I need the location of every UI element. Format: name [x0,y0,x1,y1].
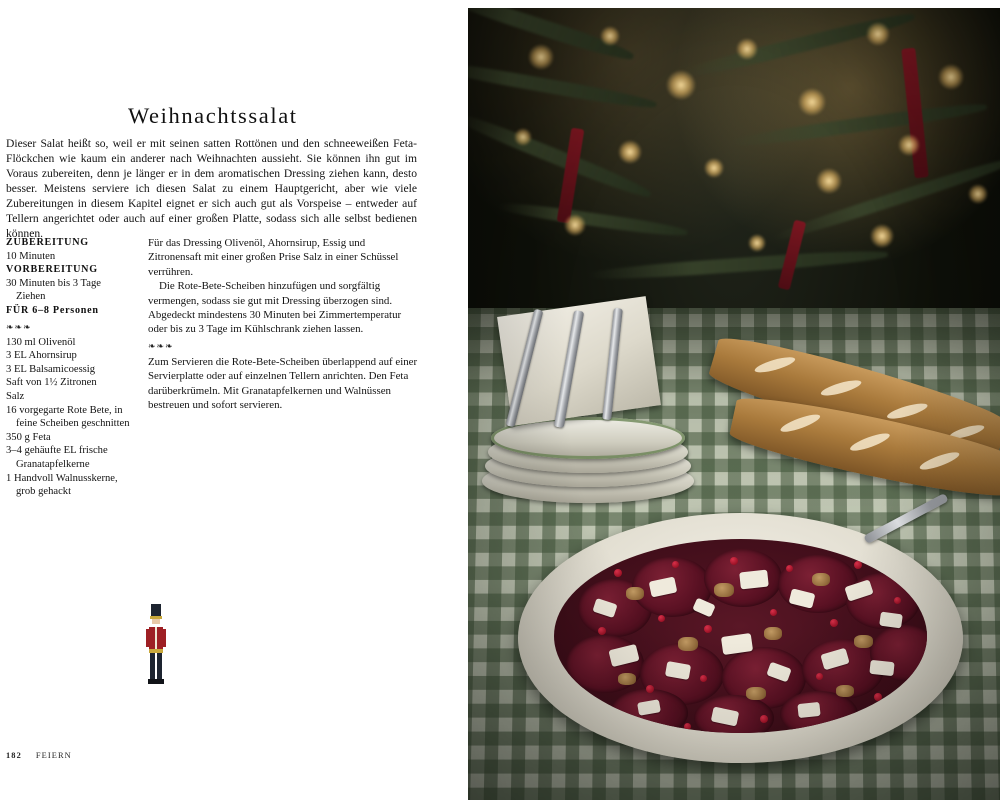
ingredient-text: 1 Handvoll Walnusskerne, [6,472,118,484]
ingredient-text: Saft von 1½ Zitronen [6,377,97,389]
ingredient-text-cont: Granatapfelkerne [16,458,90,470]
ingredient-text: 130 ml Olivenöl [6,336,76,348]
recipe-photo [468,8,1000,800]
meta-value-zubereitung: 10 Minuten [6,250,56,262]
list-item [6,349,141,363]
salad [554,539,927,733]
ingredient-text: 3 EL Ahornsirup [6,350,77,362]
ornament-divider-1: ❧❧❧ [6,321,32,332]
instruction-step: Die Rote-Bete-Scheiben hinzufügen und sorgfältig vermengen, sodass sie gut mit Dressing überzogen sind. Abgedeckt mindestens 30 Minuten bei Zimmertemperatur oder bis zu 3 Tage im Kühlschrank ziehen lassen. [148,280,402,336]
list-item [6,404,141,431]
folio-number: 182 [6,751,22,760]
ingredient-text-cont: grob gehackt [16,486,72,498]
meta-label-portionen: FÜR 6–8 Personen [6,304,99,316]
recipe-columns [6,236,418,556]
page-title: Weihnachtssalat [128,103,298,129]
instruction-step: Zum Servieren die Rote-Bete-Scheiben überlappend auf einer Servierplatte oder auf einzelnen Tellern anrichten. Den Feta darüberkrümeln. Mit Granatapfelkernen und Walnüssen bestreuen und sofort servieren. [148,355,418,412]
ornament-divider-2: ❧❧❧ [148,340,174,351]
list-item [6,444,141,471]
list-item [6,376,141,390]
list-item [6,363,141,377]
serving-platter [518,513,963,763]
ingredients-column [6,236,141,499]
ingredient-text: 350 g Feta [6,431,51,443]
right-photo-page [468,0,1000,800]
ingredient-text: Salz [6,390,25,402]
chapter-name: FEIERN [35,751,72,760]
list-item [6,336,141,350]
list-item [6,472,141,499]
list-item [6,431,141,445]
meta-label-vorbereitung: VORBEREITUNG [6,264,98,276]
nutcracker-icon [144,604,168,696]
ingredient-text-cont: feine Scheiben geschnitten [16,418,130,430]
instructions-column [148,236,418,412]
recipe-intro: Dieser Salat heißt so, weil er mit seinen satten Rottönen und den schneeweißen Feta-Flöckchen wie kaum ein anderer nach Weihnachten aussieht. Sie können ihn gut im Voraus zubereiten, denn je länger er in dem aromatischen Dressing ziehen kann, desto besser. Meistens serviere ich diesen Salat zu einem Hauptgericht, aber wie viele Zubereitungen in diesem Kapitel eignet er sich auch gut als Vorspeise – entweder auf Tellern angerichtet oder auch auf einer großen Platte, sodass sich alle selbst bedienen können. [6,136,417,241]
ingredient-text: 16 vorgegarte Rote Bete, in [6,404,123,416]
list-item [6,390,141,404]
ingredient-text: 3–4 gehäufte EL frische [6,445,108,457]
meta-value-vorbereitung-cont: Ziehen [16,291,46,303]
ingredient-text: 3 EL Balsamicoessig [6,363,96,375]
meta-value-vorbereitung: 30 Minuten bis 3 Tage [6,277,101,289]
meta-label-zubereitung: ZUBEREITUNG [6,237,89,248]
left-text-page [0,0,468,800]
instruction-step: Für das Dressing Olivenöl, Ahornsirup, Essig und Zitronensaft mit einer großen Prise Salz in einer Schüssel verrühren. [148,237,399,278]
page-footer [6,751,72,760]
